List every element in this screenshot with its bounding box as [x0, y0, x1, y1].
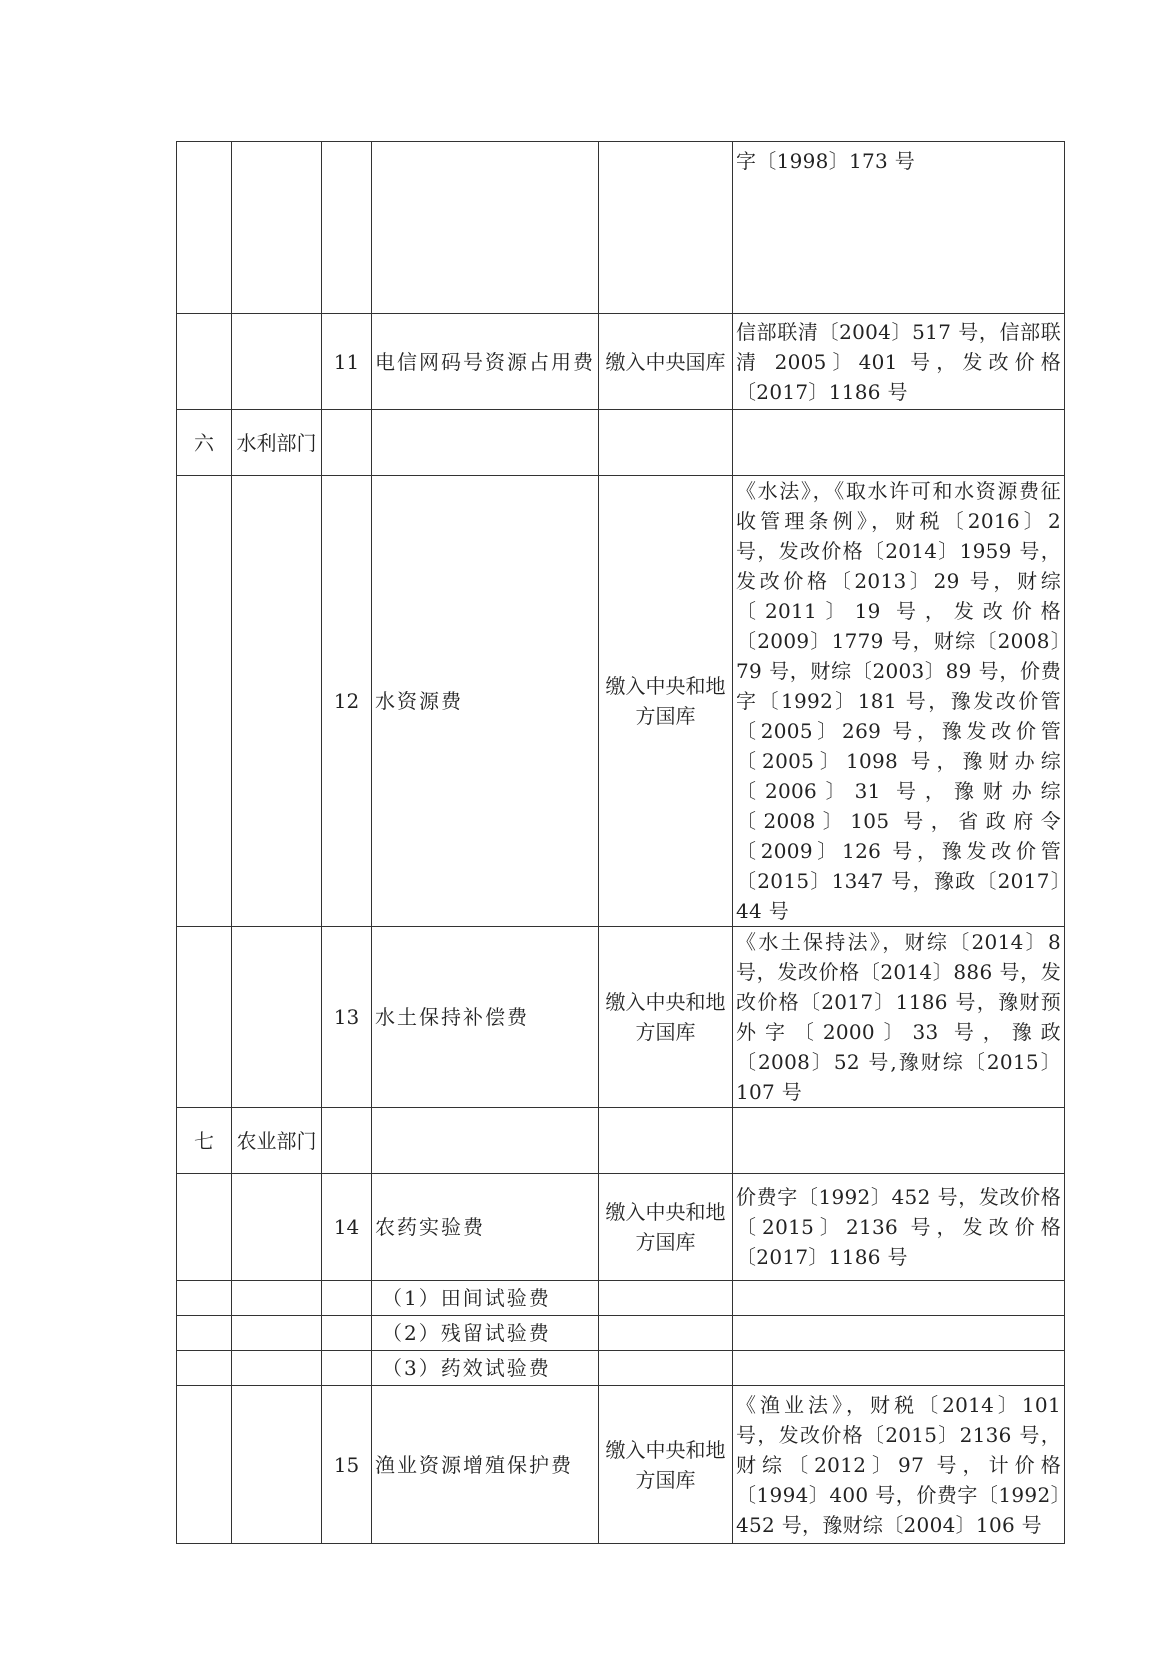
fee-name-cell — [372, 142, 599, 314]
policy-basis-cell — [733, 1316, 1065, 1351]
item-number-cell — [322, 142, 372, 314]
section-number-cell — [177, 314, 232, 410]
section-number-cell: 六 — [177, 410, 232, 476]
department-cell — [232, 1316, 322, 1351]
department-cell — [232, 142, 322, 314]
item-number-cell: 11 — [322, 314, 372, 410]
fee-name-cell: 水土保持补偿费 — [372, 927, 599, 1108]
fee-name-cell: （3）药效试验费 — [372, 1351, 599, 1386]
payment-destination-cell: 缴入中央和地方国库 — [599, 1386, 733, 1544]
policy-basis-cell — [733, 410, 1065, 476]
item-number-cell — [322, 1281, 372, 1316]
payment-destination-cell — [599, 142, 733, 314]
fee-name-cell: 电信网码号资源占用费 — [372, 314, 599, 410]
payment-destination-cell: 缴入中央国库 — [599, 314, 733, 410]
department-cell — [232, 1174, 322, 1281]
payment-destination-cell — [599, 1316, 733, 1351]
section-number-cell — [177, 1174, 232, 1281]
table-row — [177, 1351, 1065, 1386]
table-row — [177, 476, 1065, 927]
item-number-cell: 15 — [322, 1386, 372, 1544]
department-cell — [232, 1386, 322, 1544]
payment-destination-cell: 缴入中央和地方国库 — [599, 476, 733, 927]
fee-name-cell: （2）残留试验费 — [372, 1316, 599, 1351]
department-cell — [232, 927, 322, 1108]
section-number-cell — [177, 1386, 232, 1544]
policy-basis-cell: 信部联清〔2004〕517 号，信部联清 2005〕401 号，发改价格〔2017〕1186 号 — [733, 314, 1065, 410]
payment-destination-cell — [599, 1108, 733, 1174]
department-cell — [232, 476, 322, 927]
policy-basis-cell — [733, 1351, 1065, 1386]
department-cell — [232, 314, 322, 410]
section-number-cell: 七 — [177, 1108, 232, 1174]
item-number-cell — [322, 1351, 372, 1386]
fee-name-cell — [372, 1108, 599, 1174]
payment-destination-cell — [599, 410, 733, 476]
table-row — [177, 142, 1065, 314]
section-number-cell — [177, 1316, 232, 1351]
section-number-cell — [177, 927, 232, 1108]
table-row — [177, 1281, 1065, 1316]
section-number-cell — [177, 1281, 232, 1316]
policy-basis-cell — [733, 1108, 1065, 1174]
item-number-cell: 13 — [322, 927, 372, 1108]
department-cell — [232, 1281, 322, 1316]
policy-basis-cell — [733, 1281, 1065, 1316]
item-number-cell: 14 — [322, 1174, 372, 1281]
department-cell — [232, 1351, 322, 1386]
policy-basis-cell: 字〔1998〕173 号 — [733, 142, 1065, 314]
fee-table — [176, 141, 1065, 1544]
department-cell: 水利部门 — [232, 410, 322, 476]
fee-name-cell: 渔业资源增殖保护费 — [372, 1386, 599, 1544]
item-number-cell — [322, 1316, 372, 1351]
policy-basis-cell: 《渔业法》，财税〔2014〕101 号，发改价格〔2015〕2136 号，财综〔2012〕97 号，计价格〔1994〕400 号，价费字〔1992〕452 号，豫财综〔2004〕106 号 — [733, 1386, 1065, 1544]
table-row — [177, 927, 1065, 1108]
fee-name-cell: 农药实验费 — [372, 1174, 599, 1281]
table-row — [177, 314, 1065, 410]
fee-name-cell: 水资源费 — [372, 476, 599, 927]
table-row — [177, 1386, 1065, 1544]
fee-name-cell — [372, 410, 599, 476]
table-row — [177, 1316, 1065, 1351]
payment-destination-cell: 缴入中央和地方国库 — [599, 927, 733, 1108]
section-number-cell — [177, 142, 232, 314]
department-cell: 农业部门 — [232, 1108, 322, 1174]
section-number-cell — [177, 1351, 232, 1386]
table-row — [177, 1108, 1065, 1174]
item-number-cell — [322, 1108, 372, 1174]
payment-destination-cell — [599, 1281, 733, 1316]
policy-basis-cell: 《水法》，《取水许可和水资源费征收管理条例》，财税〔2016〕2 号，发改价格〔2014〕1959 号，发改价格〔2013〕29 号，财综〔2011〕19 号，发改价格〔2009〕1779 号，财综〔2008〕79 号，财综〔2003〕89 号，价费字〔1992〕181 号，豫发改价管〔2005〕269 号，豫发改价管〔2005〕1098 号，豫财办综〔2006〕31 号，豫财办综〔2008〕105 号，省政府令〔2009〕126 号，豫发改价管〔2015〕1347 号，豫政〔2017〕44 号 — [733, 476, 1065, 927]
payment-destination-cell: 缴入中央和地方国库 — [599, 1174, 733, 1281]
section-number-cell — [177, 476, 232, 927]
item-number-cell — [322, 410, 372, 476]
policy-basis-cell: 《水土保持法》，财综〔2014〕8 号，发改价格〔2014〕886 号，发改价格〔2017〕1186 号，豫财预外字〔2000〕33 号，豫政〔2008〕52 号,豫财综〔2015〕107 号 — [733, 927, 1065, 1108]
item-number-cell: 12 — [322, 476, 372, 927]
policy-basis-cell: 价费字〔1992〕452 号，发改价格〔2015〕2136 号，发改价格〔2017〕1186 号 — [733, 1174, 1065, 1281]
table-row — [177, 1174, 1065, 1281]
table-row — [177, 410, 1065, 476]
payment-destination-cell — [599, 1351, 733, 1386]
fee-name-cell: （1）田间试验费 — [372, 1281, 599, 1316]
